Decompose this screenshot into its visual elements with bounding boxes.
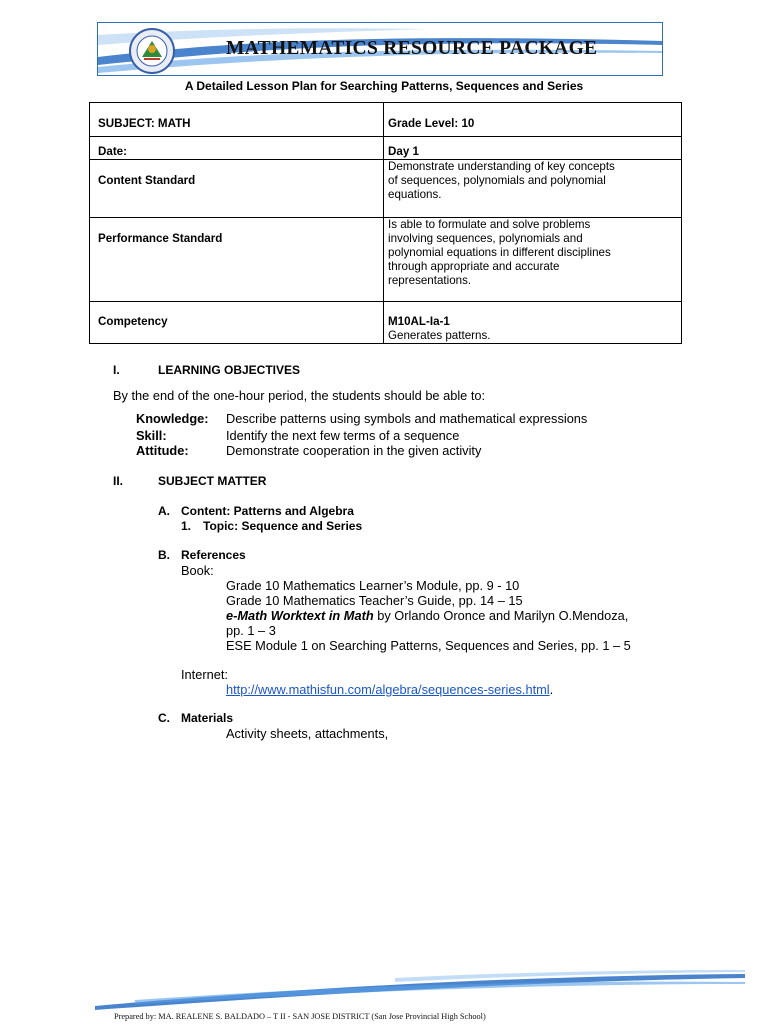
skill-text: Identify the next few terms of a sequence <box>226 428 460 443</box>
objectives-intro: By the end of the one-hour period, the students should be able to: <box>113 388 486 403</box>
internet-period: . <box>549 682 554 697</box>
content-standard-text <box>384 160 682 218</box>
lesson-info-table <box>89 102 682 344</box>
objectives-heading: LEARNING OBJECTIVES <box>158 363 301 377</box>
attitude-label: Attitude: <box>136 443 189 458</box>
section-c-title: Materials <box>181 711 234 725</box>
section-a-title: Content: Patterns and Algebra <box>181 504 354 518</box>
competency-label: Competency <box>90 302 384 344</box>
performance-standard-line: polynomial equations in different disciplines <box>388 246 611 259</box>
performance-standard-text <box>384 218 682 302</box>
date-label-cell: Date: <box>90 137 384 160</box>
section-b-letter: B. <box>158 548 170 562</box>
performance-standard-line: representations. <box>388 274 472 287</box>
internet-label: Internet: <box>181 667 228 682</box>
footer-swoosh-graphic <box>95 970 745 1010</box>
performance-standard-line: through appropriate and accurate <box>388 260 560 273</box>
internet-link[interactable]: http://www.mathisfun.com/algebra/sequences-series.html <box>226 682 550 697</box>
day-cell: Day 1 <box>384 137 682 160</box>
topic-number: 1. <box>181 519 192 533</box>
banner-title: MATHEMATICS RESOURCE PACKAGE <box>226 38 598 59</box>
book-reference-3-pages: pp. 1 – 3 <box>226 623 276 638</box>
performance-standard-line: involving sequences, polynomials and <box>388 232 583 245</box>
section-a-letter: A. <box>158 504 170 518</box>
book-reference-4: ESE Module 1 on Searching Patterns, Sequences and Series, pp. 1 – 5 <box>226 638 631 653</box>
grade-level-cell: Grade Level: 10 <box>384 103 682 137</box>
knowledge-label: Knowledge: <box>136 411 209 426</box>
performance-standard-line: Is able to formulate and solve problems <box>388 218 591 231</box>
knowledge-text: Describe patterns using symbols and mathematical expressions <box>226 411 588 426</box>
book-reference-3-authors: by Orlando Oronce and Marilyn O.Mendoza, <box>373 608 629 623</box>
topic-title: Topic: Sequence and Series <box>203 519 363 533</box>
competency-cell <box>384 302 682 344</box>
section-c-letter: C. <box>158 711 170 725</box>
internet-reference <box>226 682 553 697</box>
book-reference-3-title: e-Math Worktext in Math <box>226 608 374 623</box>
content-standard-line: of sequences, polynomials and polynomial <box>388 174 606 187</box>
attitude-text: Demonstrate cooperation in the given activity <box>226 443 482 458</box>
section-b-title: References <box>181 548 246 562</box>
content-standard-label: Content Standard <box>90 160 384 218</box>
subject-cell: SUBJECT: MATH <box>90 103 384 137</box>
book-reference-2: Grade 10 Mathematics Teacher’s Guide, pp. 14 – 15 <box>226 593 523 608</box>
footer-prepared-by: Prepared by: MA. REALENE S. BALDADO – T II - SAN JOSE DISTRICT (San Jose Provincial High School) <box>114 1012 486 1021</box>
book-reference-3 <box>226 608 628 623</box>
book-reference-1: Grade 10 Mathematics Learner’s Module, pp. 9 - 10 <box>226 578 520 593</box>
skill-label: Skill: <box>136 428 167 443</box>
materials-text: Activity sheets, attachments, <box>226 726 389 741</box>
objectives-numeral: I. <box>113 363 120 377</box>
content-standard-line: Demonstrate understanding of key concepts <box>388 160 615 173</box>
performance-standard-label: Performance Standard <box>90 218 384 302</box>
subject-matter-heading: SUBJECT MATTER <box>158 474 267 488</box>
header-banner <box>97 22 663 76</box>
page-subtitle: A Detailed Lesson Plan for Searching Patterns, Sequences and Series <box>184 79 584 93</box>
competency-text: Generates patterns. <box>388 329 491 342</box>
subject-matter-numeral: II. <box>113 474 124 488</box>
content-standard-line: equations. <box>388 188 442 201</box>
book-label: Book: <box>181 563 214 578</box>
competency-code: M10AL-Ia-1 <box>388 315 450 328</box>
deped-seal-logo <box>128 27 176 75</box>
